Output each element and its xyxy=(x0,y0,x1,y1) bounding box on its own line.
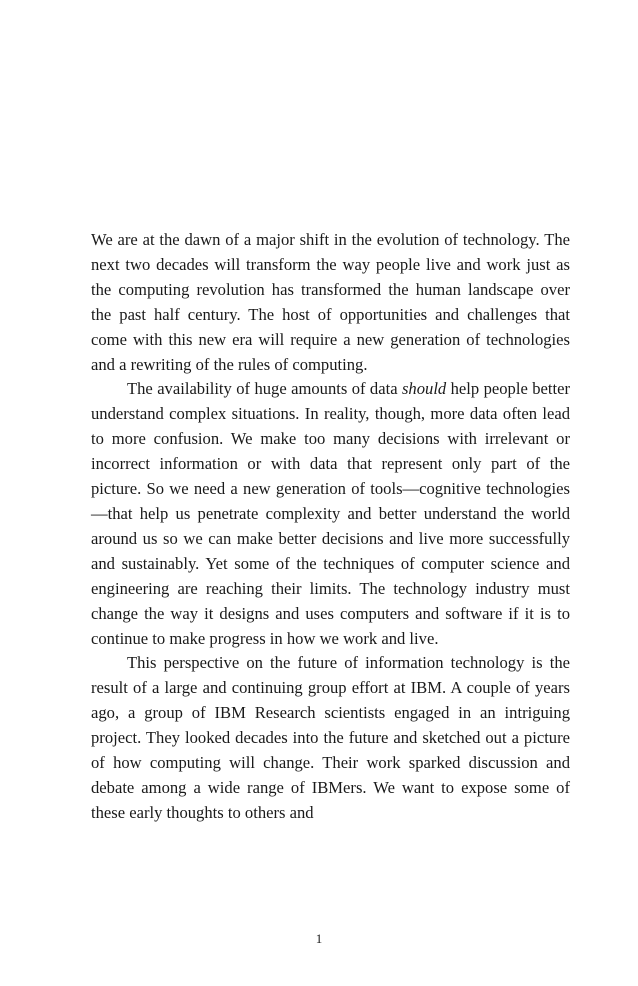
emphasis-should: should xyxy=(401,379,447,399)
paragraph-3 xyxy=(91,651,570,825)
paragraph-3-text: This perspective on the future of information technology is the result of a large and continuing group effort at IBM. A couple of years ago, a group of IBM Research scientists engaged in an intriguing project. They looked decades into the future and sketched out a picture of how computing will change. Their work sparked discussion and debate among a wide range of IBMers. We want to expose some of these early thoughts to others and xyxy=(91,653,570,822)
paragraph-1 xyxy=(91,228,570,377)
page-number: 1 xyxy=(315,931,323,946)
page-body xyxy=(91,228,570,826)
paragraph-2 xyxy=(91,377,570,651)
paragraph-2-text-start: The availability of huge amounts of data xyxy=(127,379,402,399)
paragraph-1-text: We are at the dawn of a major shift in the evolution of technology. The next two decades will transform the way people live and work just as the computing revolution has transformed the human landscape over the past half century. The host of opportunities and challenges that come with this new era will require a new generation of technologies and a rewriting of the rules of computing. xyxy=(91,230,570,374)
paragraph-2-text-end: help people better understand complex situations. In reality, though, more data often lead to more confusion. We make too many decisions with irrelevant or incorrect information or with data that represent only part of the picture. So we need a new generation of tools—cognitive technologies—that help us penetrate complexity and better understand the world around us so we can make better decisions and live more successfully and sustainably. Yet some of the techniques of computer science and engineering are reaching their limits. The technology industry must change the way it designs and uses computers and software if it is to continue to make progress in how we work and live. xyxy=(91,379,570,648)
